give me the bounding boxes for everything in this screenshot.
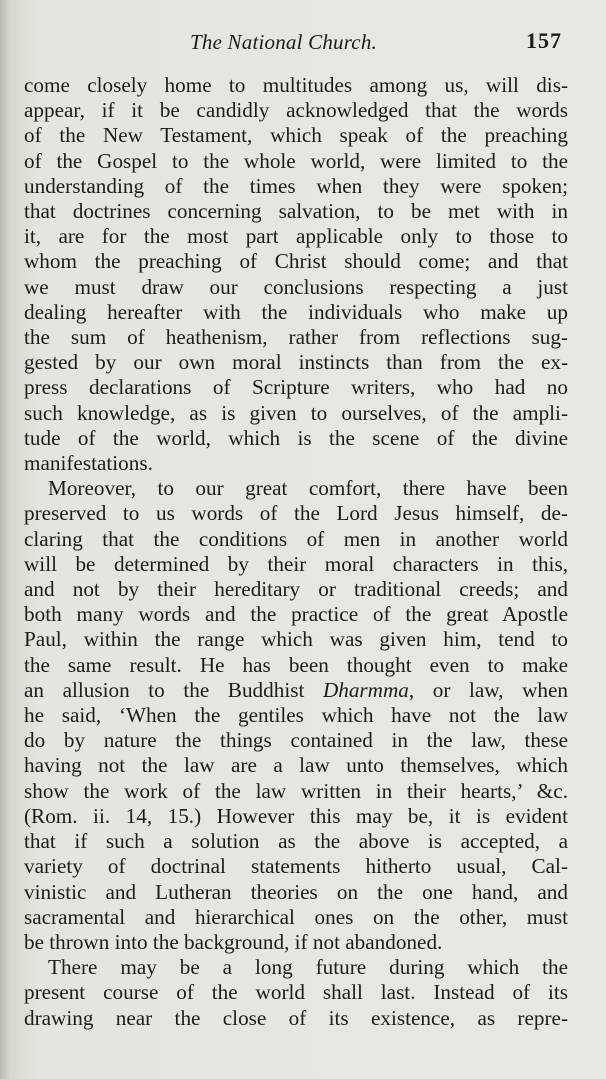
text-fragment: an allusion to the Buddhist — [24, 677, 305, 702]
text-line: of the New Testament, which speak of the preaching — [24, 123, 568, 148]
text-line: both many words and the practice of the great Apostle — [24, 602, 568, 627]
text-line: the sum of heathenism, rather from reflections sug- — [24, 325, 568, 350]
text-line: that if such a solution as the above is accepted, a — [24, 829, 568, 854]
text-line: appear, if it be candidly acknowledged that the words — [24, 98, 568, 123]
text-line — [24, 678, 568, 703]
text-line: do by nature the things contained in the law, these — [24, 728, 568, 753]
text-line: preserved to us words of the Lord Jesus himself, de- — [24, 501, 568, 526]
text-line: of the Gospel to the whole world, were limited to the — [24, 148, 568, 173]
text-line: (Rom. ii. 14, 15.) However this may be, it is evident — [24, 803, 568, 828]
text-line: it, are for the most part applicable only to those to — [24, 224, 568, 249]
body-text — [24, 73, 568, 1031]
text-line: will be determined by their moral characters in this, — [24, 551, 568, 576]
text-line: whom the preaching of Christ should come; and that — [24, 249, 568, 274]
text-line: Paul, within the range which was given him, tend to — [24, 627, 568, 652]
paragraph-1 — [24, 73, 568, 476]
text-line: Moreover, to our great comfort, there have been — [48, 476, 568, 501]
italic-term: Dharmma — [322, 677, 409, 702]
text-line: There may be a long future during which the — [48, 955, 568, 980]
text-line: that doctrines concerning salvation, to be met with in — [24, 199, 568, 224]
text-line: he said, ‘When the gentiles which have not the law — [24, 703, 568, 728]
text-line: we must draw our conclusions respecting a just — [24, 274, 568, 299]
text-line: claring that the conditions of men in another world — [24, 526, 568, 551]
text-line: gested by our own moral instincts than from the ex- — [24, 350, 568, 375]
paragraph-3 — [24, 955, 568, 1031]
text-line: sacramental and hierarchical ones on the other, must — [24, 904, 568, 929]
text-line: dealing hereafter with the individuals who make up — [24, 299, 568, 324]
paragraph-2 — [24, 476, 568, 955]
text-line: manifestations. — [24, 451, 153, 476]
page-number: 157 — [526, 28, 562, 53]
text-line: show the work of the law written in their hearts,’ &c. — [24, 778, 568, 803]
text-line: and not by their hereditary or traditional creeds; and — [24, 577, 568, 602]
text-line: the same result. He has been thought even to make — [24, 652, 568, 677]
text-line: vinistic and Lutheran theories on the one hand, and — [24, 879, 568, 904]
text-line: be thrown into the background, if not abandoned. — [24, 929, 443, 954]
page-header — [0, 26, 606, 60]
text-line: come closely home to multitudes among us, will dis- — [24, 73, 568, 97]
text-line: tude of the world, which is the scene of the divine — [24, 425, 568, 450]
running-title: The National Church. — [190, 30, 377, 54]
text-line: drawing near the close of its existence, as repre- — [24, 1005, 568, 1030]
text-line: understanding of the times when they were spoken; — [24, 173, 568, 198]
text-line: having not the law are a law unto themselves, which — [24, 753, 568, 778]
text-line: press declarations of Scripture writers, who had no — [24, 375, 568, 400]
text-line: variety of doctrinal statements hitherto usual, Cal- — [24, 854, 568, 879]
text-fragment: , or law, when — [408, 677, 568, 702]
text-line: such knowledge, as is given to ourselves, of the ampli- — [24, 400, 568, 425]
text-line: present course of the world shall last. Instead of its — [24, 980, 568, 1005]
